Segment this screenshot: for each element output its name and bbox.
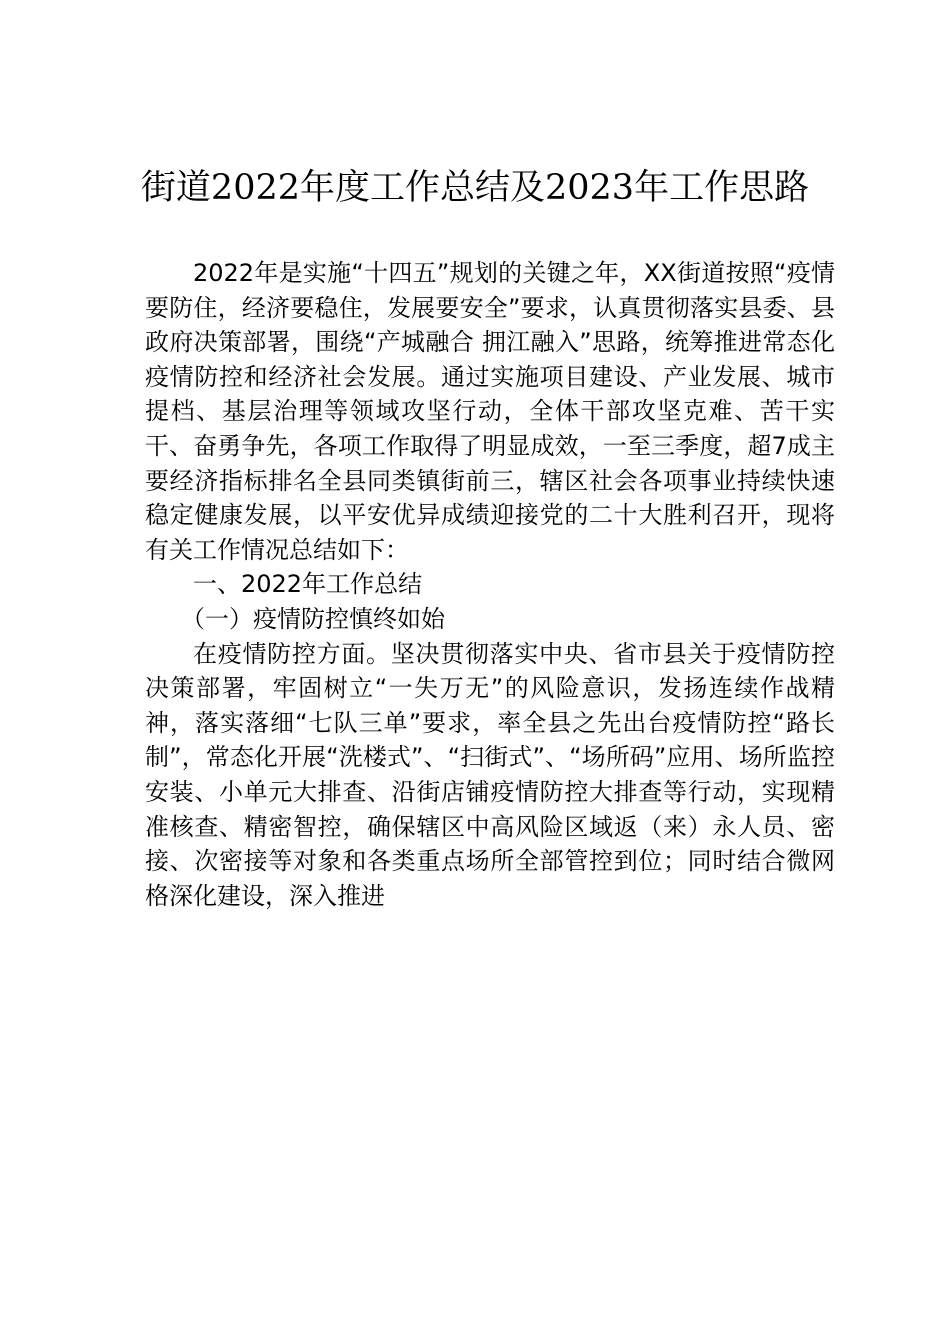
document-body — [145, 256, 835, 913]
section-heading-work-summary: 一、2022年工作总结 — [193, 570, 423, 599]
subsection-heading-epidemic-control: （一）疫情防控慎终如始 — [181, 604, 445, 633]
document-title: 街道2022年度工作总结及2023年工作思路 — [140, 168, 810, 208]
epidemic-control-paragraph: 在疫情防控方面。坚决贯彻落实中央、省市县关于疫情防控决策部署，牢固树立“一失万无”的风险意识，发扬连续作战精神，落实落细“七队三单”要求，率全县之先出台疫情防控“路长制”，常态化开展“洗楼式”、“扫街式”、“场所码”应用、场所监控安装、小单元大排查、沿街店铺疫情防控大排查等行动，实现精准核查、精密智控，确保辖区中高风险区域返（来）永人员、密接、次密接等对象和各类重点场所全部管控到位；同时结合微网格深化建设，深入推进 — [145, 639, 835, 910]
intro-paragraph: 2022年是实施“十四五”规划的关键之年，XX街道按照“疫情要防住，经济要稳住，发展要安全”要求，认真贯彻落实县委、县政府决策部署，围绕“产城融合 拥江融入”思路，统筹推进常态化疫情防控和经济社会发展。通过实施项目建设、产业发展、城市提档、基层治理等领域攻坚行动，全体干部攻坚克难、苦干实干、奋勇争先，各项工作取得了明显成效，一至三季度，超7成主要经济指标排名全县同类镇街前三，辖区社会各项事业持续快速稳定健康发展，以平安优异成绩迎接党的二十大胜利召开，现将有关工作情况总结如下： — [145, 259, 835, 564]
